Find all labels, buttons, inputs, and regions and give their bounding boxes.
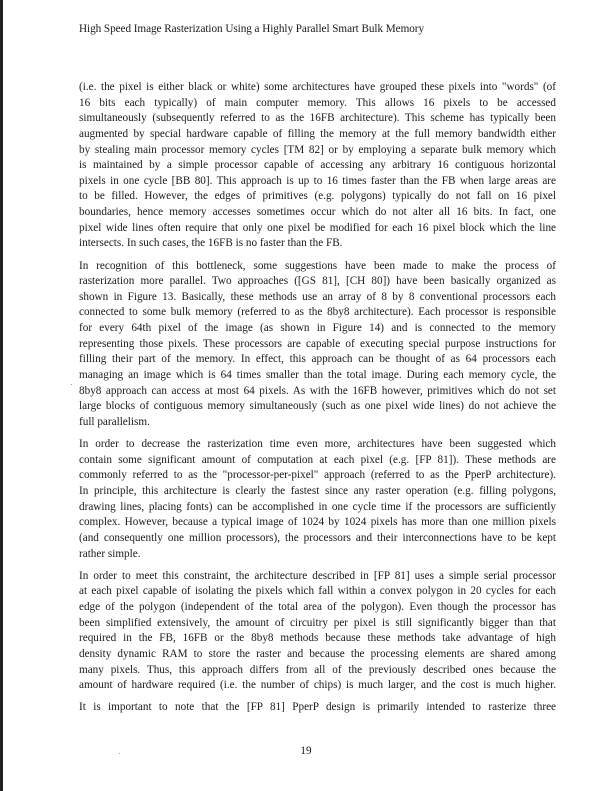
text-line: simultaneously (subsequently referred to as the 16FB architecture). This scheme has typically been bbox=[79, 112, 556, 125]
text-line: rather simple. bbox=[79, 547, 141, 560]
paragraph-5 bbox=[79, 700, 556, 716]
text-line: edge of the polygon (independent of the total area of the polygon). Even though the processor has bbox=[79, 601, 556, 613]
text-line: drawing lines, placing fonts) can be accomplished in one cycle time if the processors are sufficiently bbox=[79, 500, 556, 513]
text-line: pixels in one cycle [BB 80]. This approach is up to 16 times faster than the FB when large areas are bbox=[79, 174, 556, 187]
text-line: large blocks of contiguous memory simultaneously (such as one pixel wide lines) do not achieve the bbox=[79, 400, 556, 413]
text-line: (and consequently one million processors), the processors and their interconnections have to be kept bbox=[79, 531, 556, 544]
paragraph-3 bbox=[79, 437, 556, 562]
text-line: 16 bits each typically) of main computer memory. This allows 16 pixels to be accessed bbox=[79, 96, 556, 109]
text-line: by stealing main processor memory cycles [TM 82] or by employing a separate bulk memory which bbox=[79, 143, 556, 156]
text-line: been simplified extensively, the amount of circuitry per pixel is still significantly bigger than that bbox=[79, 616, 556, 629]
text-line: boundaries, hence memory accesses sometimes occur which do not alter all 16 bits. In fact, one bbox=[79, 206, 556, 219]
text-line: In principle, this architecture is clearly the fastest since any raster operation (e.g. filling polygons, bbox=[79, 485, 556, 498]
text-line: rasterization more parallel. Two approaches ([GS 81], [CH 80]) have been basically organized as bbox=[79, 275, 556, 288]
text-line: contain some significant amount of computation at each pixel (e.g. [FP 81]). These methods are bbox=[79, 453, 556, 466]
scan-edge-bar bbox=[0, 0, 3, 791]
text-line: for every 64th pixel of the image (as shown in Figure 14) and is connected to the memory bbox=[79, 322, 556, 335]
text-line: 8by8 approach can access at most 64 pixels. As with the 16FB however, primitives which do not set bbox=[79, 384, 556, 397]
text-line: In order to decrease the rasterization time even more, architectures have been suggested which bbox=[79, 438, 556, 451]
text-line: many pixels. Thus, this approach differs from all of the previously described ones because the bbox=[79, 663, 556, 676]
text-line: at each pixel capable of isolating the pixels which fall within a convex polygon in 20 cycles for each bbox=[79, 585, 556, 598]
text-line: In recognition of this bottleneck, some suggestions have been made to make the process of bbox=[79, 259, 556, 272]
text-line: (i.e. the pixel is either black or white) some architectures have grouped these pixels into "words" (of bbox=[79, 81, 556, 93]
running-header: High Speed Image Rasterization Using a Highly Parallel Smart Bulk Memory bbox=[79, 23, 425, 35]
text-line: managing an image which is 64 times smaller than the total image. During each memory cycle, the bbox=[79, 369, 556, 382]
text-line: filling their part of the memory. In effect, this approach can be thought of as 64 processors each bbox=[79, 353, 556, 366]
text-line: representing those pixels. These processors are capable of executing special purpose instructions for bbox=[79, 337, 556, 350]
text-line: required in the FB, 16FB or the 8by8 methods because these methods take advantage of high bbox=[79, 632, 556, 645]
paragraph-1 bbox=[79, 80, 556, 252]
page-number: 19 bbox=[300, 745, 312, 757]
text-line: is maintained by a simple processor capable of accessing any arbitrary 16 contiguous horizontal bbox=[79, 159, 556, 172]
paragraph-2 bbox=[79, 259, 556, 431]
text-line: pixel wide lines often require that only one pixel be modified for each 16 pixel block which the line bbox=[79, 221, 556, 234]
text-line: density dynamic RAM to store the raster and because the processing elements are shared among bbox=[79, 647, 556, 660]
scan-speck bbox=[71, 384, 72, 385]
text-line: full parallelism. bbox=[79, 415, 150, 428]
text-line: In order to meet this constraint, the architecture described in [FP 81] uses a simple serial processor bbox=[79, 569, 556, 582]
text-line: commonly referred to as the "processor-per-pixel" approach (referred to as the PperP architecture). bbox=[79, 469, 556, 482]
text-line: shown in Figure 13. Basically, these methods use an array of 8 by 8 conventional processors each bbox=[79, 290, 556, 303]
text-line: It is important to note that the [FP 81] PperP design is primarily intended to rasterize three bbox=[79, 701, 556, 714]
text-line: complex. However, because a typical image of 1024 by 1024 pixels has more than one million pixels bbox=[79, 516, 556, 529]
scan-speck bbox=[119, 753, 120, 754]
text-line: augmented by special hardware capable of filling the memory at the full memory bandwidth either bbox=[79, 127, 556, 140]
text-line: to be filled. However, the edges of primitives (e.g. polygons) typically do not fall on 16 pixel bbox=[79, 190, 556, 203]
body-text bbox=[79, 80, 556, 722]
paragraph-4 bbox=[79, 569, 556, 694]
text-line: amount of hardware required (i.e. the number of chips) is much larger, and the cost is much higher. bbox=[79, 679, 556, 692]
text-line: connected to some bulk memory (referred to as the 8by8 architecture). Each processor is responsible bbox=[79, 306, 556, 319]
text-line: intersects. In such cases, the 16FB is no faster than the FB. bbox=[79, 237, 343, 250]
